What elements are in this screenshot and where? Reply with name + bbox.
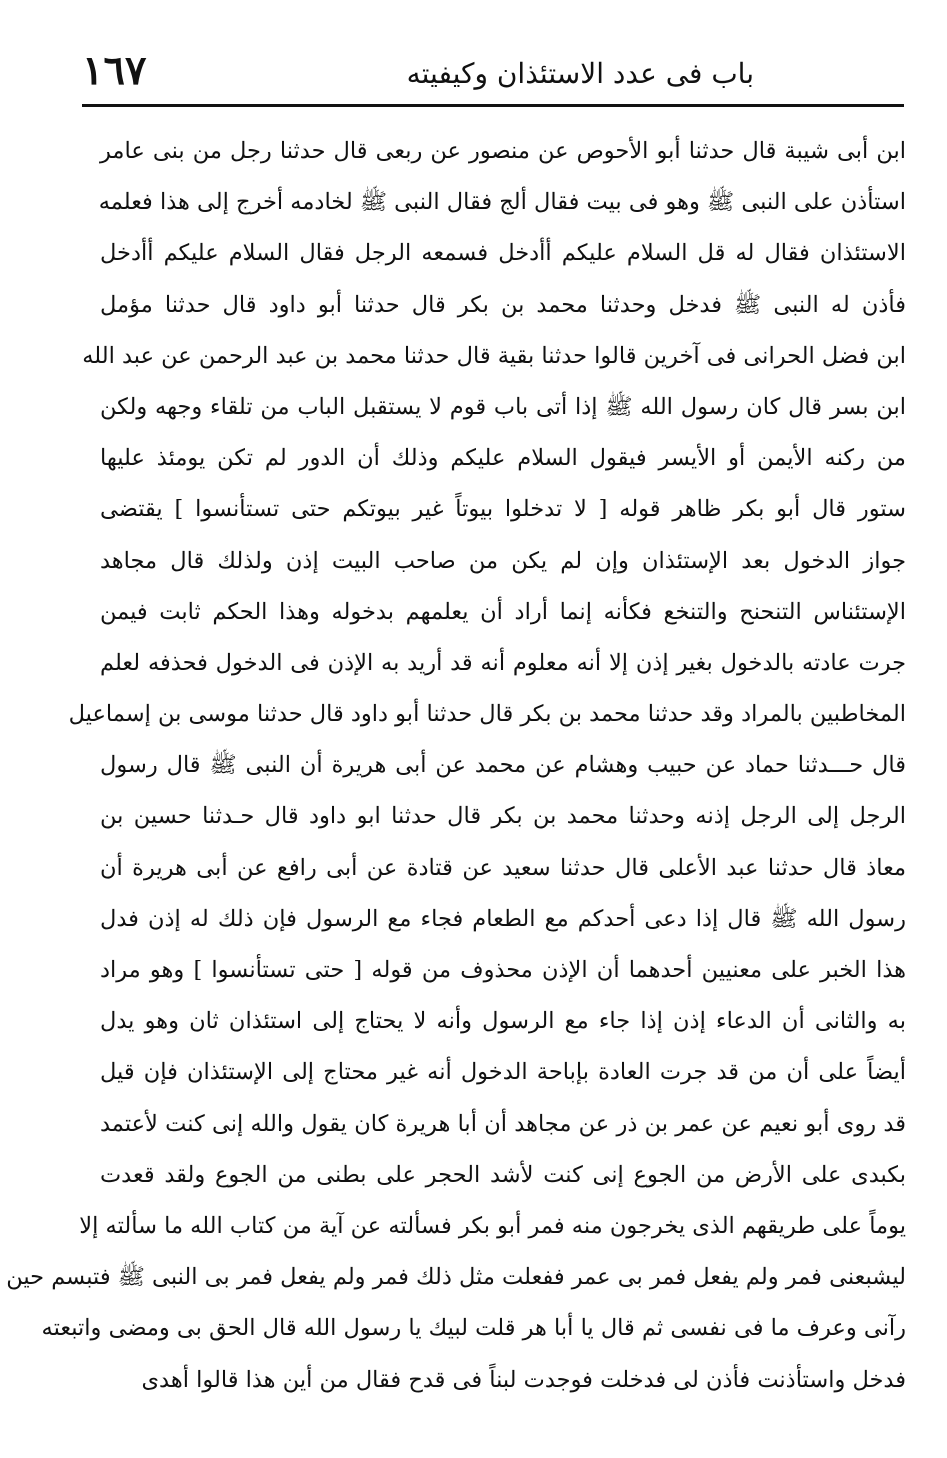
text-line: رآنى وعرف ما فى نفسى ثم قال يا أبا هر قلت لبيك يا رسول الله قال الحق بى ومضى واتبعته [41, 1315, 906, 1342]
text-line: رسول الله ﷺ قال إذا دعى أحدكم مع الطعام فجاء مع الرسول فإن ذلك له إذن فدل [100, 905, 906, 932]
body-text [6, 126, 906, 1406]
text-line: الرجل إلى الرجل إذنه وحدثنا محمد بن بكر قال حدثنا ابو داود قال حـدثنا حسين بن [100, 803, 906, 830]
text-line: الإستئناس التنحنح والتنخع فكأنه إنما أراد أن يعلمهم بدخوله وهذا الحكم ثابت فيمن [100, 598, 906, 625]
text-line: فدخل واستأذنت فأذن لى فدخلت فوجدت لبناً فى قدح فقال من أين هذا قالوا أهدى [141, 1366, 906, 1393]
text-line: جواز الدخول بعد الإستئذان وإن لم يكن من صاحب البيت إذن ولذلك قال مجاهد [100, 547, 906, 574]
text-line: ابن أبى شيبة قال حدثنا أبو الأحوص عن منصور عن ربعى قال حدثنا رجل من بنى عامر [100, 138, 906, 164]
chapter-title: باب فى عدد الاستئذان وكيفيته [406, 57, 754, 90]
header-rule [82, 104, 904, 107]
text-line: معاذ قال حدثنا عبد الأعلى قال حدثنا سعيد عن قتادة عن أبى رافع عن أبى هريرة أن [100, 854, 906, 881]
text-line: جرت عادته بالدخول بغير إذن إلا أنه معلوم أنه قد أريد به الإذن فى الدخول فحذفه لعلم [100, 649, 906, 676]
text-line: ليشبعنى فمر ولم يفعل فمر بى عمر ففعلت مثل ذلك فمر ولم يفعل فمر بى النبى ﷺ فتبسم حين [6, 1264, 906, 1291]
text-line: استأذن على النبى ﷺ وهو فى بيت فقال ألج فقال النبى ﷺ لخادمه أخرج إلى هذا فعلمه [98, 189, 906, 216]
text-line: من ركنه الأيمن أو الأيسر فيقول السلام عليكم وذلك أن الدور لم تكن يومئذ عليها [100, 445, 906, 472]
text-line: ابن فضل الحرانى فى آخرين قالوا حدثنا بقية قال حدثنا محمد بن عبد الرحمن عن عبد الله [82, 342, 906, 369]
running-header [82, 44, 904, 106]
text-line: به والثانى أن الدعاء إذن إذا جاء مع الرسول وأنه لا يحتاج إلى استئذان ثان وهو يدل [100, 1008, 906, 1035]
text-line: قد روى أبو نعيم عن عمر بن ذر عن مجاهد أن أبا هريرة كان يقول والله إنى كنت لأعتمد [100, 1110, 906, 1137]
text-line: أيضاً على أن من قد جرت العادة بإباحة الدخول أنه غير محتاج إلى الإستئذان فإن قيل [100, 1059, 906, 1086]
text-line: هذا الخبر على معنيين أحدهما أن الإذن محذوف من قوله [ حتى تستأنسوا ] وهو مراد [100, 957, 906, 983]
text-line: بكبدى على الأرض من الجوع إنى كنت لأشد الحجر على بطنى من الجوع ولقد قعدت [100, 1161, 906, 1188]
text-line: ابن بسر قال كان رسول الله ﷺ إذا أتى باب قوم لا يستقبل الباب من تلقاء وجهه ولكن [100, 393, 906, 420]
page-number: ١٦٧ [82, 47, 147, 94]
text-line: قال حـــدثنا حماد عن حبيب وهشام عن محمد عن أبى هريرة أن النبى ﷺ قال رسول [100, 752, 906, 779]
text-line: ستور قال أبو بكر ظاهر قوله [ لا تدخلوا بيوتاً غير بيوتكم حتى تستأنسوا ] يقتضى [100, 496, 906, 523]
text-line: يوماً على طريقهم الذى يخرجون منه فمر أبو بكر فسألته عن آية من كتاب الله ما سألته إلا [79, 1212, 906, 1239]
text-line: فأذن له النبى ﷺ فدخل وحدثنا محمد بن بكر قال حدثنا أبو داود قال حدثنا مؤمل [100, 291, 906, 318]
text-line: الاستئذان فقال له قل السلام عليكم أأدخل فسمعه الرجل فقال السلام عليكم أأدخل [100, 240, 906, 267]
text-line: المخاطبين بالمراد وقد حدثنا محمد بن بكر قال حدثنا أبو داود قال حدثنا موسى بن إسماعيل [68, 701, 906, 728]
